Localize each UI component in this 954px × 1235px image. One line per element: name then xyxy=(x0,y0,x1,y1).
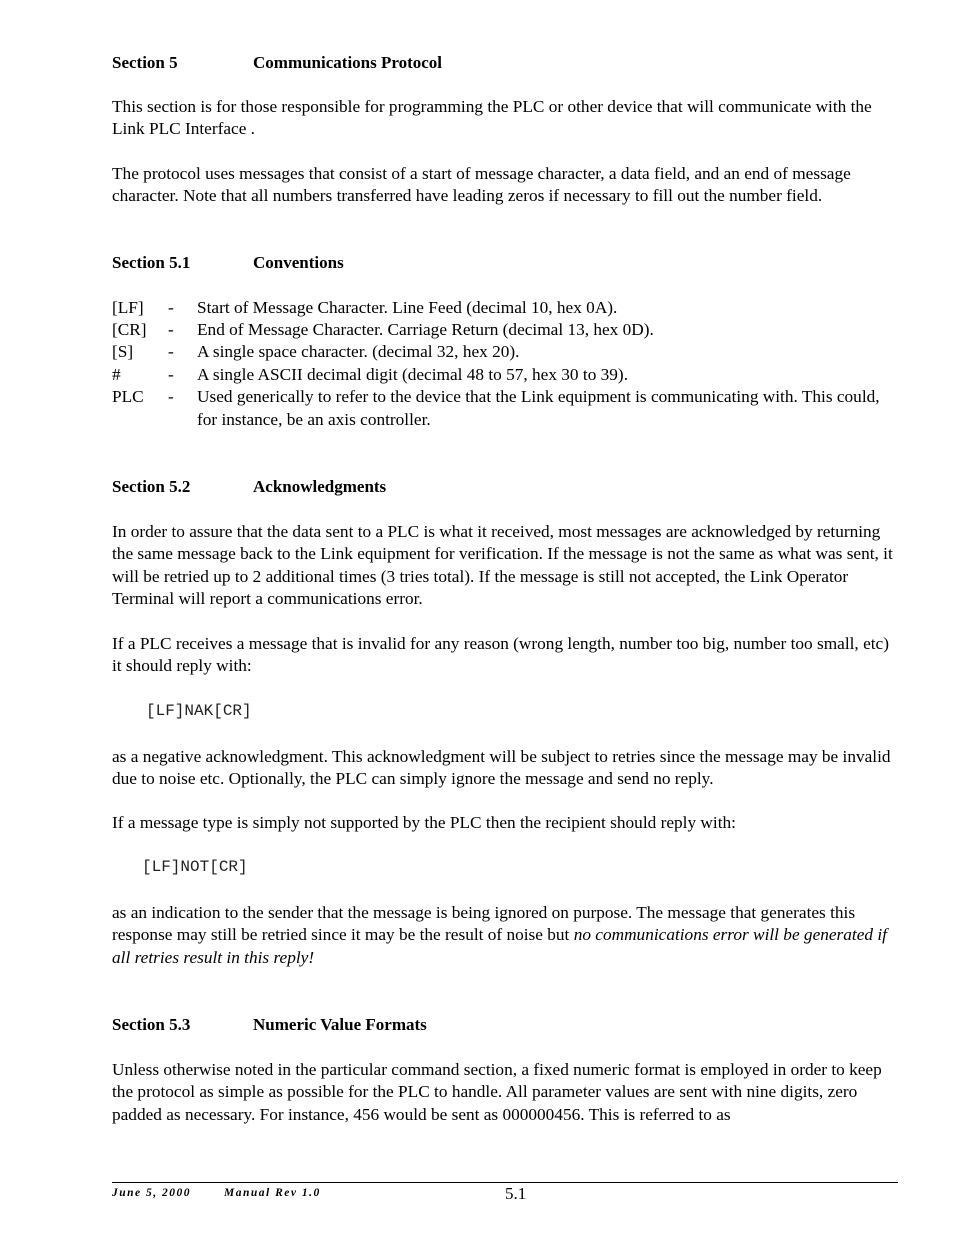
footer-date: June 5, 2000 xyxy=(112,1187,192,1199)
section-number: Section 5.1 xyxy=(112,252,191,272)
convention-dash: - xyxy=(168,297,174,317)
convention-dash: - xyxy=(168,320,174,340)
ack-paragraph-4: If a message type is simply not supported by the PLC then the recipient should reply with: xyxy=(112,813,736,833)
section-5-1-heading xyxy=(112,252,898,274)
convention-dash: - xyxy=(168,364,174,384)
ack-paragraph-1: In order to assure that the data sent to a PLC is what it received, most messages are acknowledged by returning the same message back to the Link equipment for verification. If the message is not the same as what was sent, it will be retried up to 2 additional times (3 tries total). If the message is still not accepted, the Link Operator Terminal will report a communications error. xyxy=(112,522,893,609)
section-title: Acknowledgments xyxy=(253,477,387,497)
section-5-3-heading xyxy=(112,1014,898,1036)
convention-text: End of Message Character. Carriage Return (decimal 13, hex 0D). xyxy=(197,320,654,340)
convention-text: Start of Message Character. Line Feed (decimal 10, hex 0A). xyxy=(197,297,618,317)
convention-key: # xyxy=(112,364,121,384)
convention-key: [CR] xyxy=(112,320,147,340)
convention-key: [LF] xyxy=(112,297,144,317)
ack-paragraph-5-emphasis: no communications error will be generated if all retries result in this reply! xyxy=(112,925,887,967)
convention-text: Used generically to refer to the device that the Link equipment is communicating with. This could, for instance, be an axis controller. xyxy=(197,387,880,429)
section-number: Section 5.2 xyxy=(112,477,191,497)
not-reply-code: [LF]NOT[CR] xyxy=(142,857,248,876)
page-footer xyxy=(112,1182,898,1203)
ack-paragraph-5-text: as an indication to the sender that the message is being ignored on purpose. The message that generates this response may still be retried since it may be the result of noise but xyxy=(112,902,856,945)
section-title: Communications Protocol xyxy=(253,53,443,72)
ack-paragraph-3: as a negative acknowledgment. This acknowledgment will be subject to retries since the message may be invalid due to noise etc. Optionally, the PLC can simply ignore the message and send no reply. xyxy=(112,746,891,788)
nak-reply-code: [LF]NAK[CR] xyxy=(146,701,252,720)
convention-dash: - xyxy=(168,342,174,362)
footer-revision: Manual Rev 1.0 xyxy=(224,1187,321,1199)
convention-key: [S] xyxy=(112,342,134,362)
convention-row xyxy=(112,386,898,431)
convention-row xyxy=(112,364,898,386)
convention-row xyxy=(112,319,898,341)
ack-paragraph-5 xyxy=(112,902,898,969)
convention-text: A single space character. (decimal 32, hex 20). xyxy=(197,342,520,362)
section-5-2-heading xyxy=(112,476,898,498)
convention-text: A single ASCII decimal digit (decimal 48 to 57, hex 30 to 39). xyxy=(197,364,629,384)
section-title: Conventions xyxy=(253,252,344,272)
section-title: Numeric Value Formats xyxy=(253,1014,427,1034)
section-number: Section 5.3 xyxy=(112,1014,191,1034)
intro-paragraph-2: The protocol uses messages that consist of a start of message character, a data field, and an end of message character. Note that all numbers transferred have leading zeros if necessary to fill out the number field. xyxy=(112,163,851,206)
section-5-heading xyxy=(112,52,898,74)
convention-dash: - xyxy=(168,387,174,407)
ack-paragraph-2: If a PLC receives a message that is invalid for any reason (wrong length, number too big, number too small, etc) it should reply with: xyxy=(112,633,889,676)
convention-row xyxy=(112,297,898,319)
document-page xyxy=(112,52,898,1126)
numeric-paragraph: Unless otherwise noted in the particular command section, a fixed numeric format is employed in order to keep the protocol as simple as possible for the PLC to handle. All parameter values are sent with nine digits, zero padded as necessary. For instance, 456 would be sent as 000000456. This is referred to as xyxy=(112,1059,882,1124)
convention-key: PLC xyxy=(112,387,144,407)
section-number: Section 5 xyxy=(112,53,178,72)
convention-row xyxy=(112,341,898,363)
intro-paragraph-1: This section is for those responsible for programming the PLC or other device that will communicate with the Link PLC Interface . xyxy=(112,97,872,139)
page-number: 5.1 xyxy=(505,1184,527,1203)
conventions-list xyxy=(112,297,898,431)
